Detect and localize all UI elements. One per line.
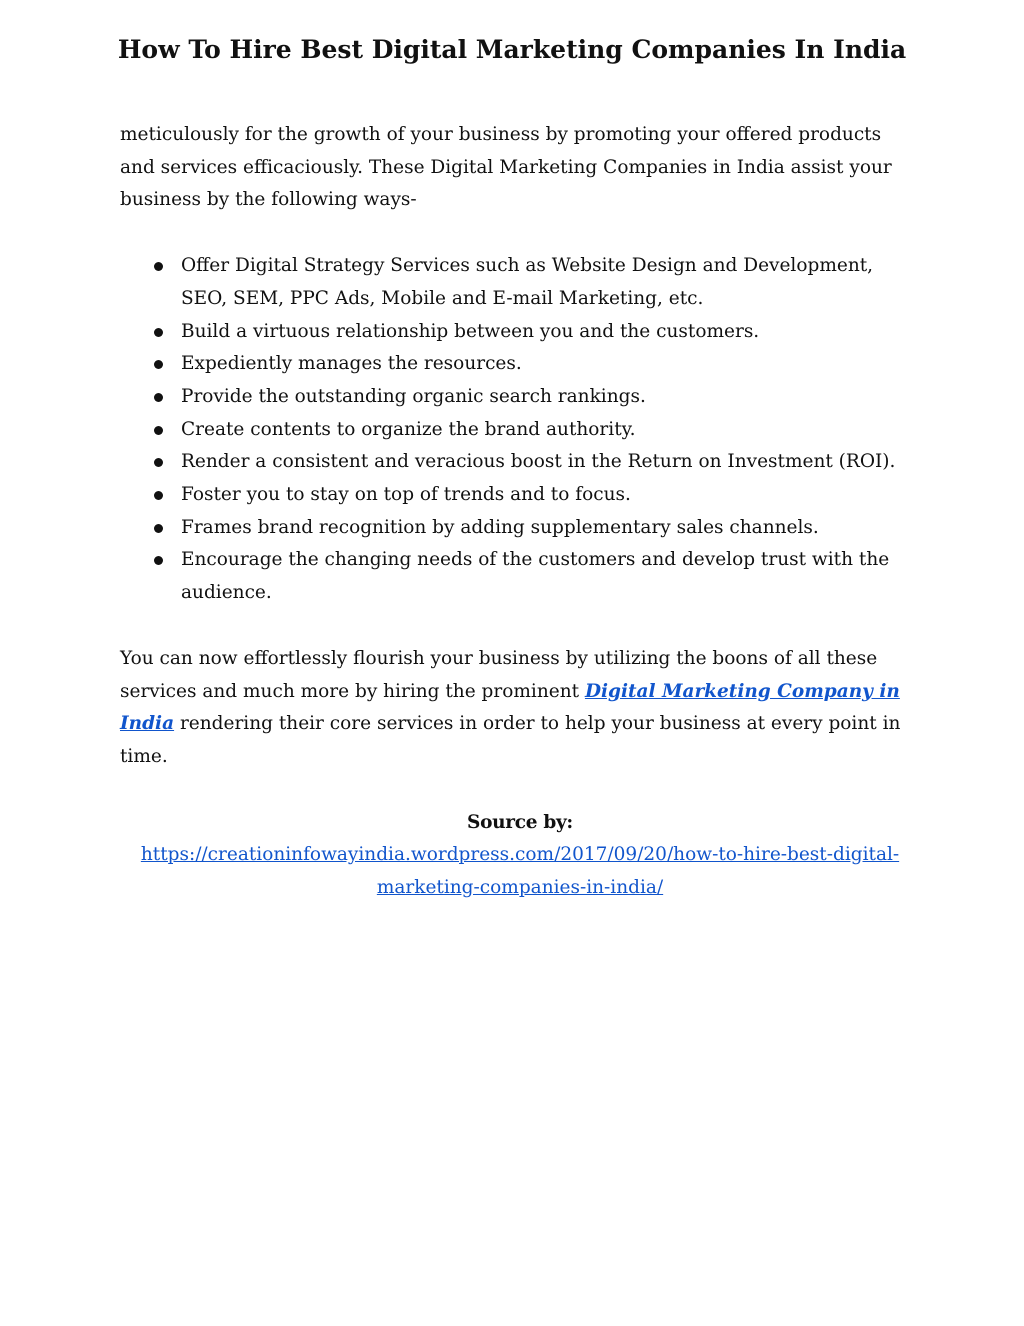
- document-body: [120, 119, 920, 905]
- bullet-icon: [154, 262, 163, 271]
- bullet-icon: [154, 458, 163, 467]
- bullet-icon: [154, 426, 163, 435]
- list-item-text: Build a virtuous relationship between you and the customers.: [181, 320, 760, 342]
- list-item: [120, 348, 920, 381]
- bullet-icon: [154, 393, 163, 402]
- bullet-icon: [154, 491, 163, 500]
- list-item-text: Provide the outstanding organic search rankings.: [181, 385, 646, 407]
- list-item-text: Encourage the changing needs of the customers and develop trust with the audience.: [181, 549, 890, 604]
- list-item: [120, 250, 920, 315]
- list-item-text: Expediently manages the resources.: [181, 353, 522, 375]
- list-item: [120, 381, 920, 414]
- source-label: Source by:: [467, 811, 573, 833]
- source-section: [120, 807, 920, 905]
- list-item: [120, 446, 920, 479]
- bullet-icon: [154, 360, 163, 369]
- list-item-text: Create contents to organize the brand authority.: [181, 418, 636, 440]
- bullet-icon: [154, 556, 163, 565]
- closing-paragraph: [120, 643, 920, 774]
- list-item-text: Frames brand recognition by adding supplementary sales channels.: [181, 516, 819, 538]
- bullet-icon: [154, 328, 163, 337]
- closing-text-before: You can now effortlessly flourish your business by utilizing the boons of all these services and much more by hiring the prominent: [120, 647, 878, 702]
- page-title: How To Hire Best Digital Marketing Companies In India: [117, 35, 907, 64]
- digital-marketing-company-link[interactable]: Digital Marketing Company in India: [120, 680, 900, 735]
- list-item: [120, 512, 920, 545]
- list-item: [120, 316, 920, 349]
- list-item-text: Foster you to stay on top of trends and to focus.: [181, 484, 631, 506]
- closing-text-after: rendering their core services in order to help your business at every point in time.: [120, 713, 901, 767]
- services-list: [120, 250, 920, 610]
- list-item-text: Render a consistent and veracious boost in the Return on Investment (ROI).: [181, 451, 896, 473]
- intro-paragraph: meticulously for the growth of your business by promoting your offered products and services efficaciously. These Digital Marketing Companies in India assist your business by the following ways-: [120, 124, 892, 211]
- list-item: [120, 544, 920, 609]
- list-item: [120, 414, 920, 447]
- source-url-link[interactable]: https://creationinfowayindia.wordpress.com/2017/09/20/how-to-hire-best-digital-marketing-companies-in-india/: [140, 844, 900, 899]
- list-item: [120, 479, 920, 512]
- list-item-text: Offer Digital Strategy Services such as Website Design and Development, SEO, SEM, PPC Ads, Mobile and E-mail Marketing, etc.: [181, 255, 874, 309]
- bullet-icon: [154, 524, 163, 533]
